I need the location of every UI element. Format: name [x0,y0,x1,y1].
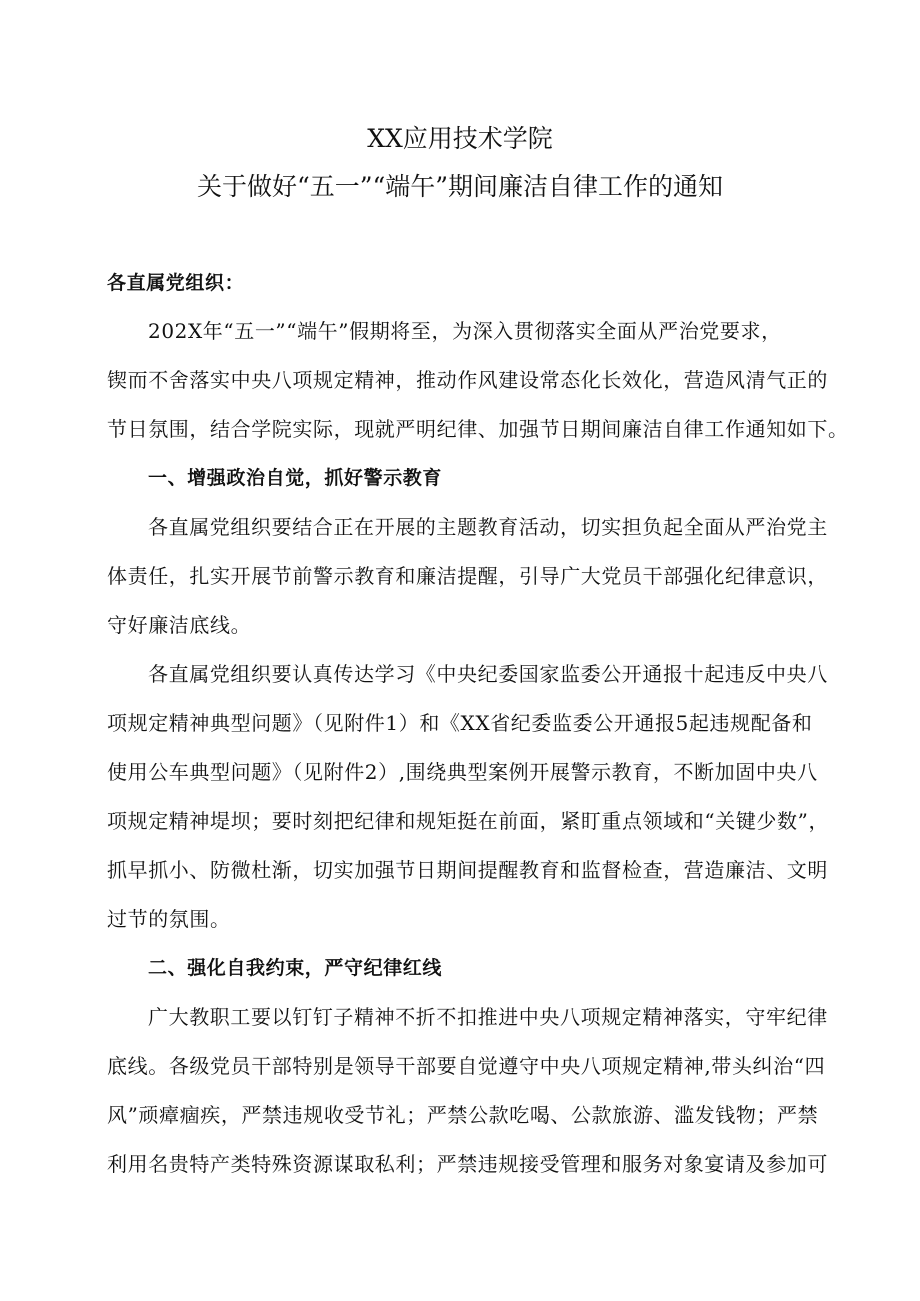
document-title-institution: XX应用技术学院 [367,124,553,153]
paragraph-line: 风”顽瘴痼疾，严禁违规收受节礼；严禁公款吃喝、公款旅游、滥发钱物；严禁 [107,1103,819,1127]
section-heading-1: 一、增强政治自觉，抓好警示教育 [148,467,443,489]
paragraph-line: 利用名贵特产类特殊资源谋取私利；严禁违规接受管理和服务对象宴请及参加可 [107,1152,828,1176]
paragraph-line: 守好廉洁底线。 [107,613,252,637]
paragraph-line: 体责任，扎实开展节前警示教育和廉洁提醒，引导广大党员干部强化纪律意识， [107,564,828,588]
paragraph-line: 抓早抓小、防微杜渐，切实加强节日期间提醒教育和监督检查，营造廉洁、文明 [107,858,828,882]
paragraph-line: 各直属党组织要结合正在开展的主题教育活动，切实担负起全面从严治党主 [148,515,828,539]
paragraph-line: 过节的氛围。 [107,907,231,931]
paragraph-line: 各直属党组织要认真传达学习《中央纪委国家监委公开通报十起违反中央八 [148,662,828,686]
document-title-notice: 关于做好“五一”“端午”期间廉洁自律工作的通知 [196,172,724,201]
paragraph-line: 底线。各级党员干部特别是领导干部要自觉遵守中央八项规定精神,带头纠治“四 [107,1054,826,1078]
salutation: 各直属党组织： [107,272,245,294]
paragraph-line: 锲而不舍落实中央八项规定精神，推动作风建设常态化长效化，营造风清气正的 [107,368,828,392]
paragraph-line: 项规定精神堤坝；要时刻把纪律和规矩挺在前面，紧盯重点领域和“关键少数”， [107,809,830,833]
paragraph-line: 使用公车典型问题》（见附件2）,围绕典型案例开展警示教育，不断加固中央八 [107,760,818,784]
paragraph-line: 项规定精神典型问题》（见附件1）和《XX省纪委监委公开通报5起违规配备和 [107,711,813,735]
paragraph-line: 节日氛围，结合学院实际，现就严明纪律、加强节日期间廉洁自律工作通知如下。 [107,417,849,441]
section-heading-2: 二、强化自我约束，严守纪律红线 [148,957,443,979]
paragraph-line: 202X年“五一”“端午”假期将至，为深入贯彻落实全面从严治党要求， [148,319,782,343]
paragraph-line: 广大教职工要以钉钉子精神不折不扣推进中央八项规定精神落实，守牢纪律 [148,1005,828,1029]
